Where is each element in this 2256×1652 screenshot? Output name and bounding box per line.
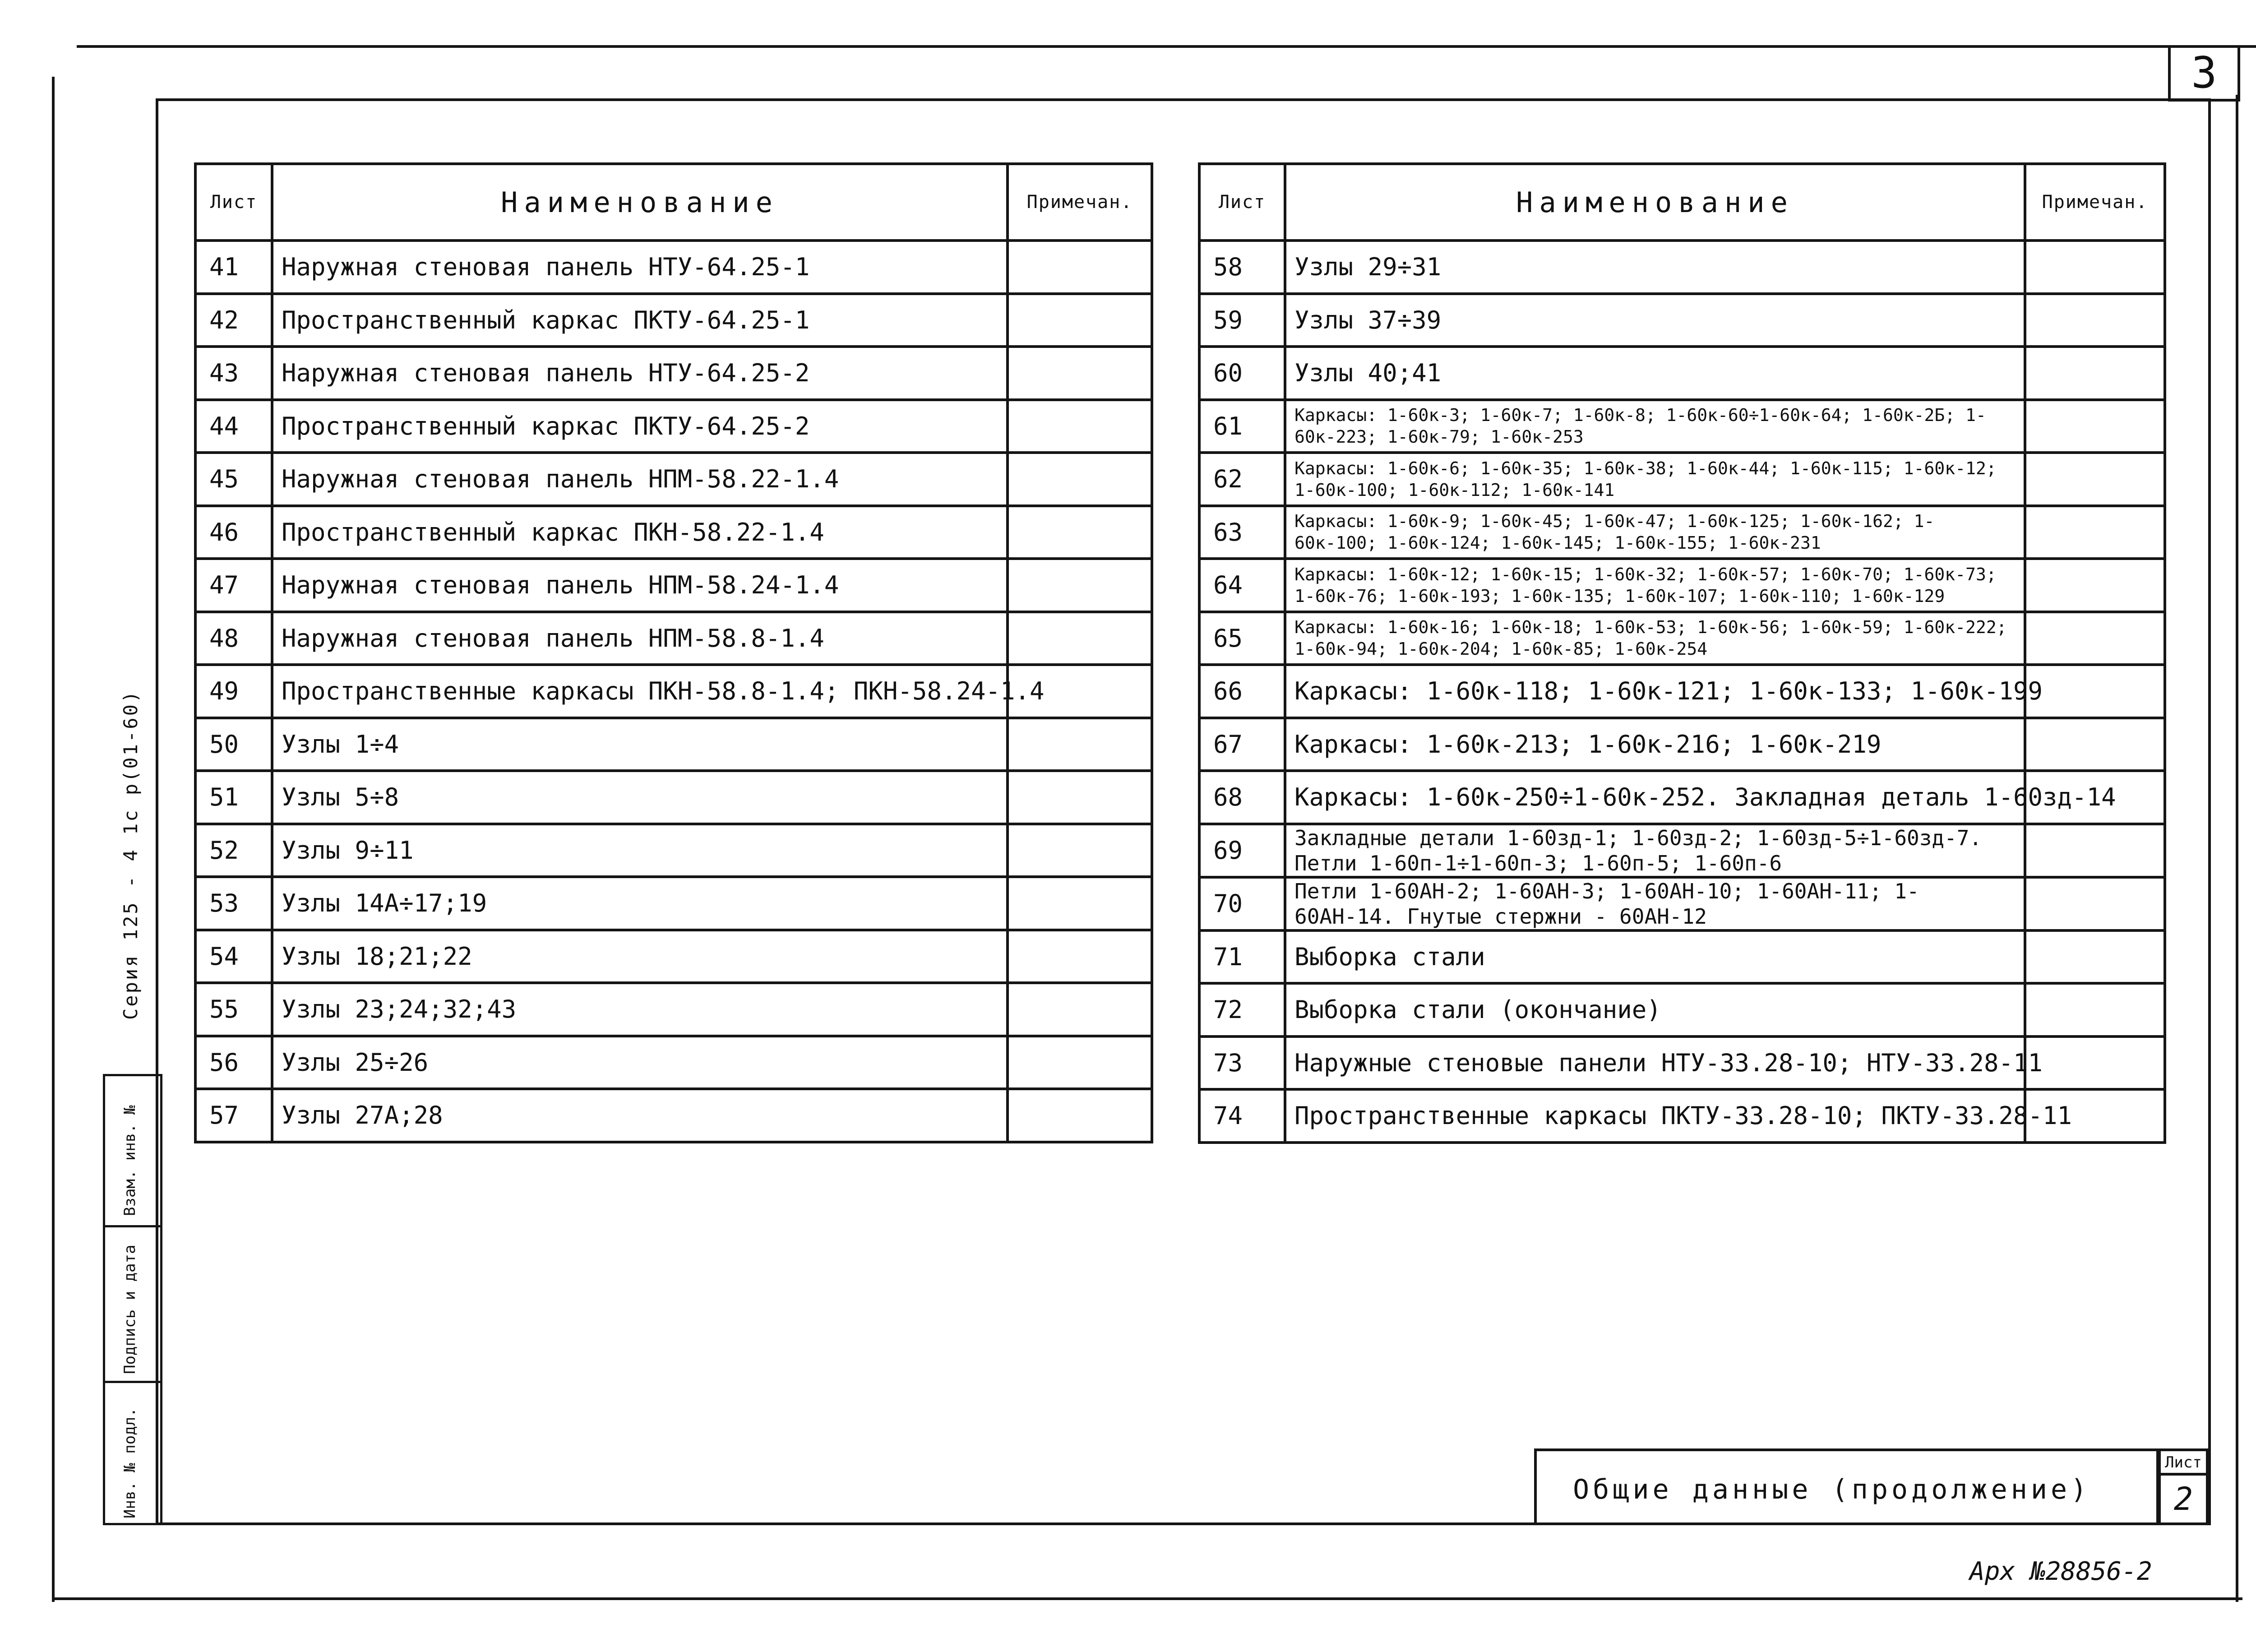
table-row [1199,347,2165,400]
row-note [1008,771,1152,824]
table-row [1199,983,2165,1037]
row-name: Узлы 5÷8 [272,771,1008,824]
row-note [1008,983,1152,1036]
row-name: Узлы 27А;28 [272,1089,1008,1142]
table-row [195,1036,1152,1089]
row-sheet-number: 52 [195,824,272,877]
row-sheet-number: 62 [1199,453,1285,506]
table-row [195,347,1152,400]
row-sheet-number: 66 [1199,665,1285,718]
row-sheet-number: 68 [1199,771,1285,824]
title-block [1534,1448,2209,1525]
row-sheet-number: 60 [1199,347,1285,400]
title-block-sheet-label: Лист [2158,1448,2209,1476]
table-row [195,241,1152,294]
table-row [1199,1089,2165,1143]
row-sheet-number: 46 [195,506,272,559]
row-note [2025,559,2165,612]
series-label: Серия 125 - 4 1с р(01-60) [120,689,142,1020]
register-table-right [1198,162,2166,1144]
table-row [1199,877,2165,930]
row-sheet-number: 45 [195,453,272,506]
table-row [1199,665,2165,718]
archive-number: Арх №28856-2 [1969,1557,2152,1586]
frame-left-line [52,77,55,1602]
row-sheet-number: 64 [1199,559,1285,612]
row-sheet-number: 69 [1199,824,1285,877]
row-sheet-number: 63 [1199,506,1285,559]
row-note [1008,612,1152,665]
row-note [1008,1089,1152,1142]
table-row [195,665,1152,718]
row-note [1008,930,1152,983]
row-sheet-number: 73 [1199,1037,1285,1090]
row-note [1008,718,1152,771]
row-note [1008,453,1152,506]
row-name: Каркасы: 1-60к-12; 1-60к-15; 1-60к-32; 1-60к-57; 1-60к-70; 1-60к-73; 1-60к-76; 1-60к-193; 1-60к-135; 1-60к-107; 1-60к-110; 1-60к-129 [1285,559,2025,612]
row-name: Пространственный каркас ПКТУ-64.25-2 [272,400,1008,453]
table-row [195,506,1152,559]
row-name: Каркасы: 1-60к-250÷1-60к-252. Закладная деталь 1-60зд-14 [1285,771,2025,824]
row-name: Каркасы: 1-60к-213; 1-60к-216; 1-60к-219 [1285,718,2025,771]
row-name: Узлы 23;24;32;43 [272,983,1008,1036]
header-note: Примечан. [1008,164,1152,241]
row-name: Узлы 1÷4 [272,718,1008,771]
frame-bottom-line [54,1597,2242,1600]
row-note [2025,400,2165,453]
table-row [195,824,1152,877]
row-sheet-number: 42 [195,294,272,347]
row-note [1008,559,1152,612]
page-number: 3 [2168,45,2240,102]
row-name: Каркасы: 1-60к-9; 1-60к-45; 1-60к-47; 1-60к-125; 1-60к-162; 1-60к-100; 1-60к-124; 1-60к-145; 1-60к-155; 1-60к-231 [1285,506,2025,559]
row-name: Каркасы: 1-60к-118; 1-60к-121; 1-60к-133; 1-60к-199 [1285,665,2025,718]
row-note [2025,241,2165,294]
row-note [2025,612,2165,665]
row-note [2025,877,2165,930]
table-row [1199,824,2165,877]
table-row [195,718,1152,771]
row-note [2025,453,2165,506]
row-sheet-number: 49 [195,665,272,718]
table-row [1199,559,2165,612]
row-note [1008,506,1152,559]
row-name: Узлы 9÷11 [272,824,1008,877]
row-name: Узлы 25÷26 [272,1036,1008,1089]
row-name: Наружная стеновая панель НТУ-64.25-1 [272,241,1008,294]
row-note [2025,506,2165,559]
row-name: Узлы 40;41 [1285,347,2025,400]
table-row [195,400,1152,453]
header-name: Наименование [272,164,1008,241]
row-sheet-number: 51 [195,771,272,824]
row-note [2025,1037,2165,1090]
row-note [2025,665,2165,718]
row-name: Выборка стали (окончание) [1285,983,2025,1037]
row-name: Узлы 29÷31 [1285,241,2025,294]
table-row [195,453,1152,506]
table-row [195,294,1152,347]
table-row [1199,1037,2165,1090]
row-note [1008,824,1152,877]
row-note [2025,347,2165,400]
row-name: Пространственный каркас ПКН-58.22-1.4 [272,506,1008,559]
header-name: Наименование [1285,164,2025,241]
row-sheet-number: 43 [195,347,272,400]
row-sheet-number: 65 [1199,612,1285,665]
row-sheet-number: 50 [195,718,272,771]
row-name: Пространственные каркасы ПКТУ-33.28-10; ПКТУ-33.28-11 [1285,1089,2025,1143]
row-sheet-number: 53 [195,877,272,930]
row-sheet-number: 71 [1199,930,1285,984]
frame-right-line [2236,95,2238,1602]
row-note [1008,241,1152,294]
side-stamp [103,1074,162,1525]
row-note [2025,930,2165,984]
table-row [195,877,1152,930]
frame-top-line [77,45,2256,48]
row-sheet-number: 56 [195,1036,272,1089]
row-name: Каркасы: 1-60к-6; 1-60к-35; 1-60к-38; 1-60к-44; 1-60к-115; 1-60к-12; 1-60к-100; 1-60к-112; 1-60к-141 [1285,453,2025,506]
row-sheet-number: 61 [1199,400,1285,453]
table-row [1199,453,2165,506]
row-note [2025,824,2165,877]
table-row [1199,771,2165,824]
stamp-label-signature: Подпись и дата [121,1245,139,1374]
table-row [1199,718,2165,771]
row-name: Каркасы: 1-60к-16; 1-60к-18; 1-60к-53; 1-60к-56; 1-60к-59; 1-60к-222; 1-60к-94; 1-60к-204; 1-60к-85; 1-60к-254 [1285,612,2025,665]
table-row [195,930,1152,983]
table-row [195,1089,1152,1142]
table-row [195,559,1152,612]
row-sheet-number: 54 [195,930,272,983]
stamp-cell-replace [105,1076,160,1227]
row-sheet-number: 55 [195,983,272,1036]
row-sheet-number: 67 [1199,718,1285,771]
row-name: Пространственный каркас ПКТУ-64.25-1 [272,294,1008,347]
header-sheet: Лист [195,164,272,241]
row-sheet-number: 44 [195,400,272,453]
row-sheet-number: 74 [1199,1089,1285,1143]
table-row [195,771,1152,824]
row-name: Пространственные каркасы ПКН-58.8-1.4; ПКН-58.24-1.4 [272,665,1008,718]
table-row [1199,612,2165,665]
row-sheet-number: 41 [195,241,272,294]
row-name: Петли 1-60АН-2; 1-60АН-3; 1-60АН-10; 1-60АН-11; 1-60АН-14. Гнутые стержни - 60АН-12 [1285,877,2025,930]
row-sheet-number: 58 [1199,241,1285,294]
row-name: Наружная стеновая панель НПМ-58.22-1.4 [272,453,1008,506]
title-block-title: Общие данные (продолжение) [1534,1448,2159,1525]
table-row [195,612,1152,665]
row-sheet-number: 48 [195,612,272,665]
register-table-left [194,162,1153,1143]
row-name: Каркасы: 1-60к-3; 1-60к-7; 1-60к-8; 1-60к-60÷1-60к-64; 1-60к-2Б; 1-60к-223; 1-60к-79; 1-60к-253 [1285,400,2025,453]
row-name: Наружная стеновая панель НПМ-58.8-1.4 [272,612,1008,665]
row-note [1008,877,1152,930]
table-row [1199,506,2165,559]
stamp-label-original: Инв. № подл. [121,1407,139,1518]
row-note [1008,1036,1152,1089]
row-name: Узлы 14А÷17;19 [272,877,1008,930]
row-sheet-number: 47 [195,559,272,612]
table-row [195,983,1152,1036]
row-note [1008,400,1152,453]
row-name: Выборка стали [1285,930,2025,984]
row-name: Наружная стеновая панель НПМ-58.24-1.4 [272,559,1008,612]
row-name: Узлы 18;21;22 [272,930,1008,983]
stamp-label-replace: Взам. инв. № [121,1105,139,1216]
table-row [1199,294,2165,347]
row-note [1008,347,1152,400]
row-note [2025,718,2165,771]
row-sheet-number: 57 [195,1089,272,1142]
row-note [1008,294,1152,347]
table-row [1199,930,2165,984]
table-row [1199,400,2165,453]
row-name: Закладные детали 1-60зд-1; 1-60зд-2; 1-60зд-5÷1-60зд-7. Петли 1-60п-1÷1-60п-3; 1-60п-5; 1-60п-6 [1285,824,2025,877]
row-note [2025,983,2165,1037]
header-note: Примечан. [2025,164,2165,241]
row-sheet-number: 70 [1199,877,1285,930]
row-name: Узлы 37÷39 [1285,294,2025,347]
row-sheet-number: 59 [1199,294,1285,347]
row-sheet-number: 72 [1199,983,1285,1037]
row-name: Наружные стеновые панели НТУ-33.28-10; НТУ-33.28-11 [1285,1037,2025,1090]
row-note [2025,294,2165,347]
stamp-cell-original [105,1383,160,1523]
table-row [1199,241,2165,294]
row-name: Наружная стеновая панель НТУ-64.25-2 [272,347,1008,400]
stamp-cell-signature [105,1227,160,1383]
title-block-sheet-number: 2 [2158,1473,2209,1525]
header-sheet: Лист [1199,164,1285,241]
